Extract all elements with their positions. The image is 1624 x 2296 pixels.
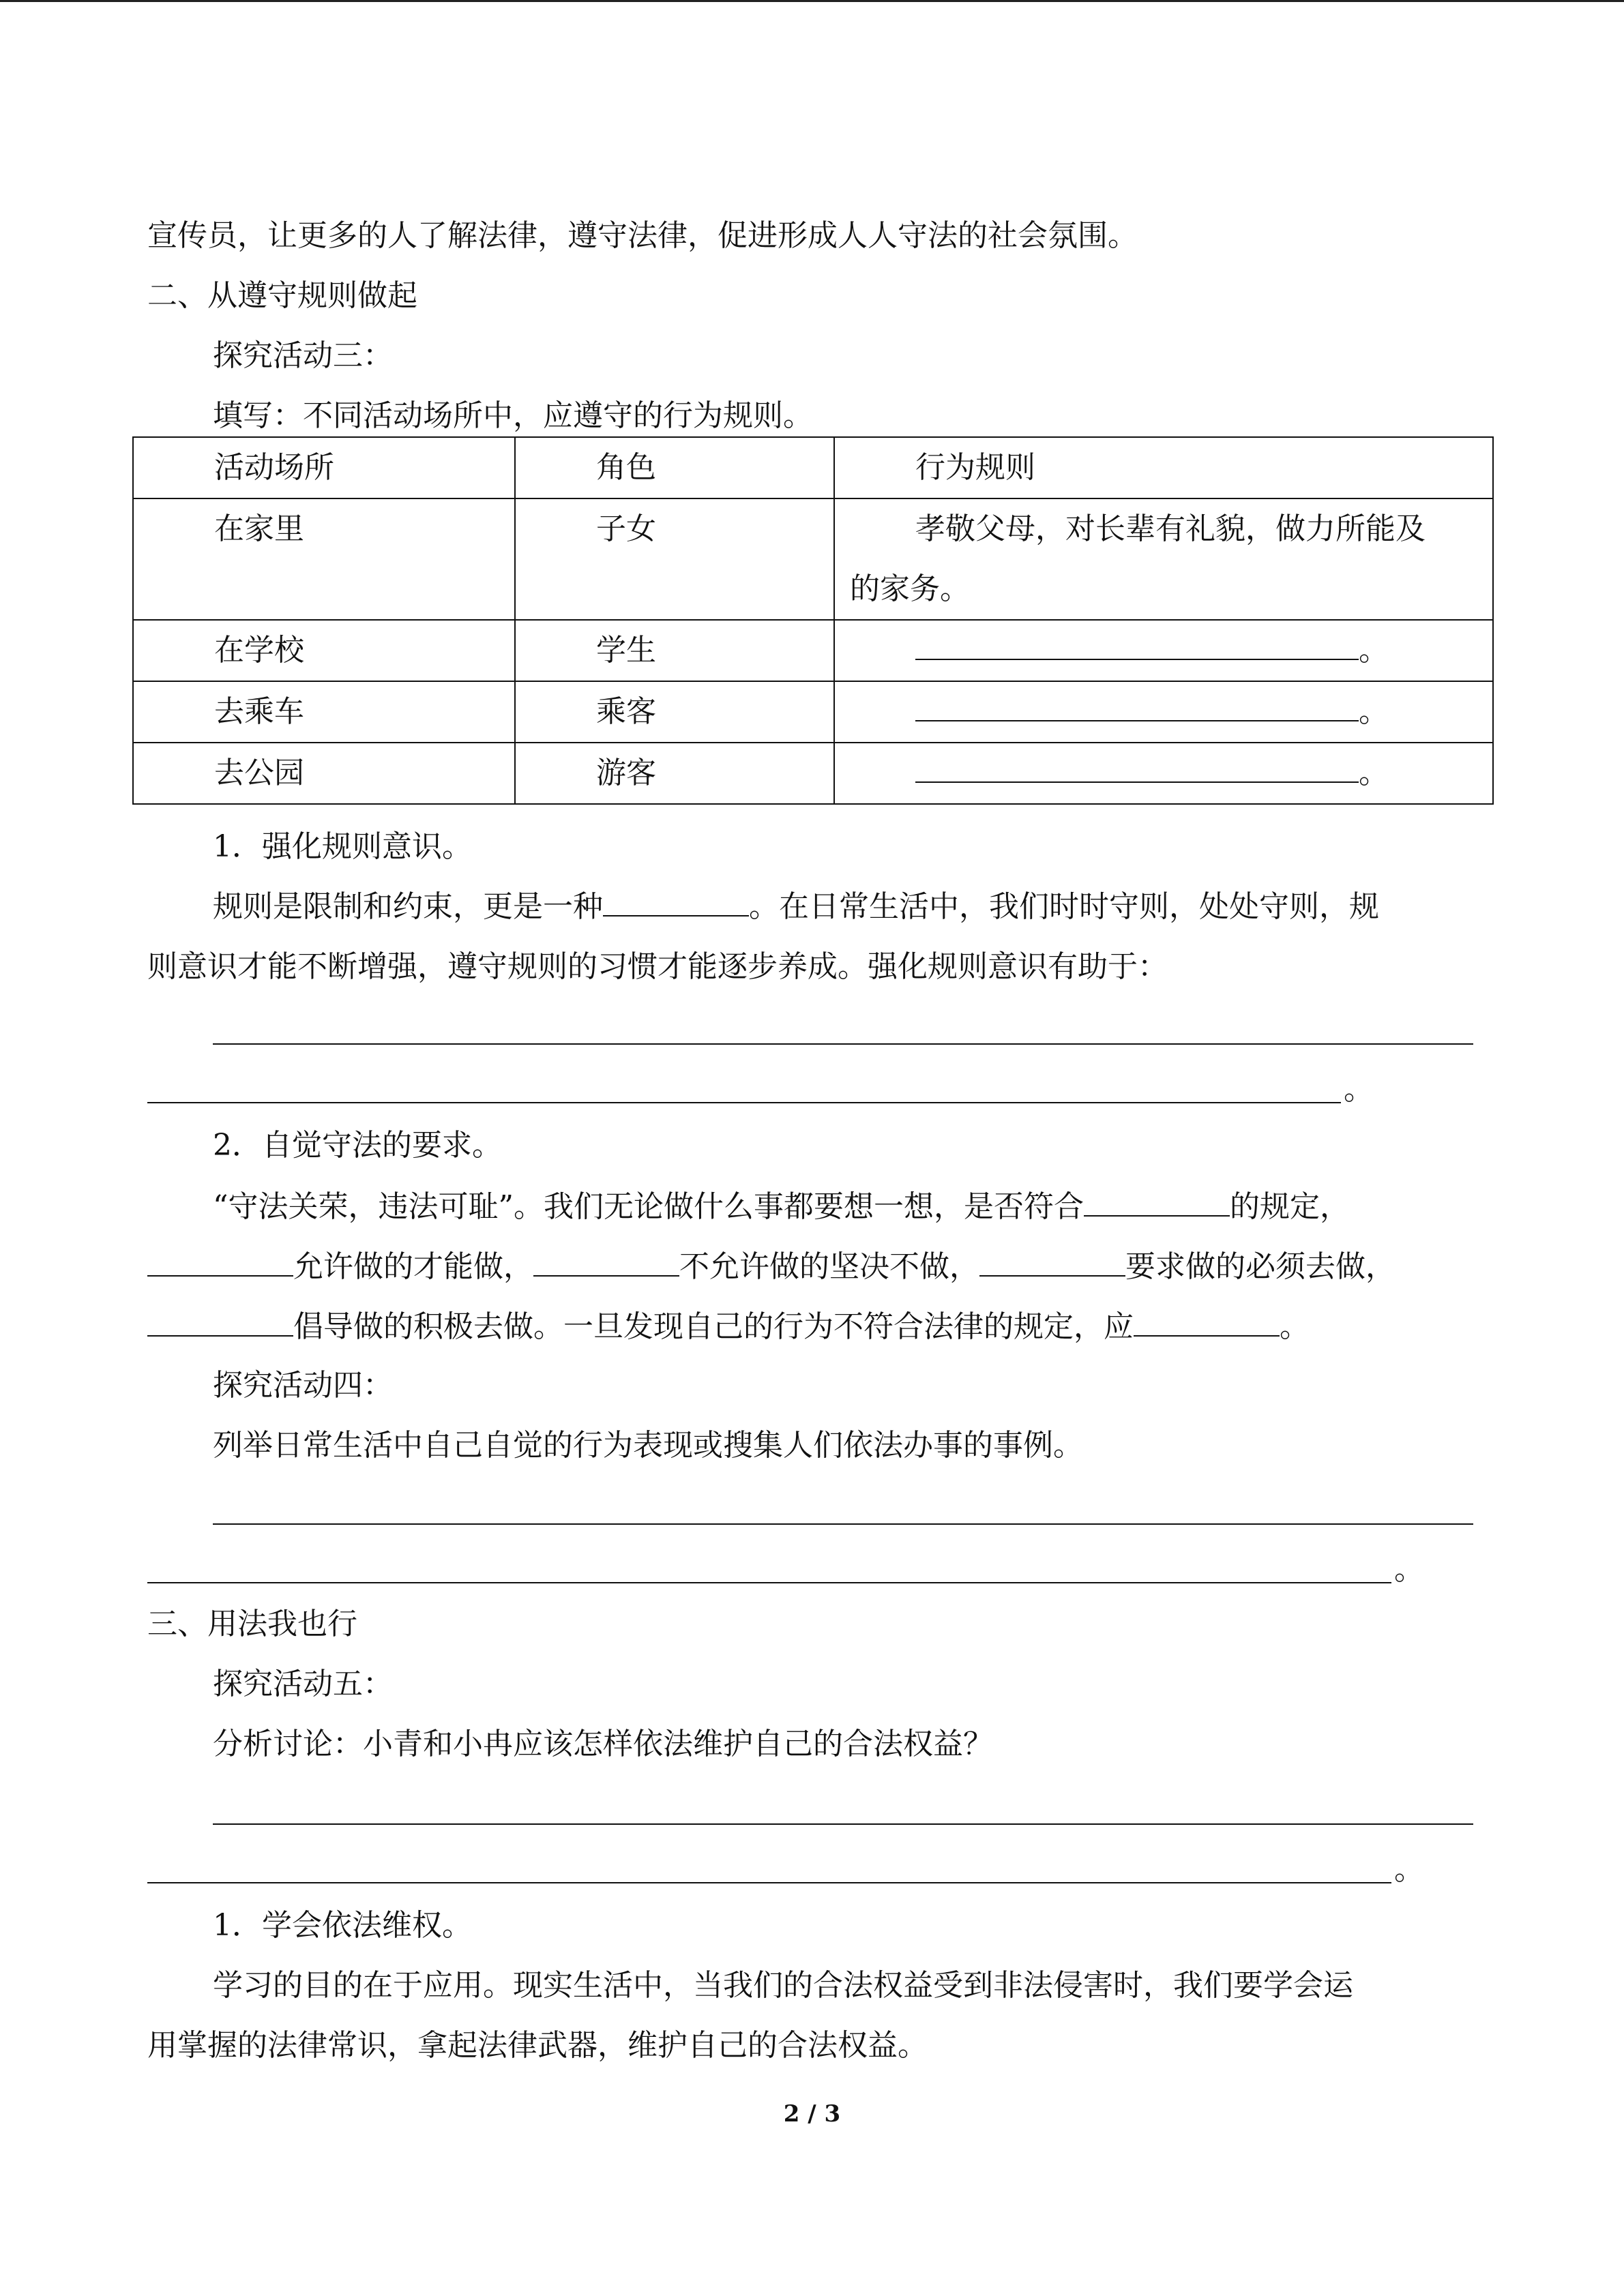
table-header: 活动场所	[133, 437, 515, 498]
rule-blank[interactable]	[915, 747, 1359, 783]
table-row	[133, 620, 1493, 681]
table-cell-rule	[834, 498, 1493, 620]
paragraph-2-line-2: 允许做的才能做， 不允许做的坚决不做， 要求做的必须去做，	[147, 1245, 1396, 1287]
paragraph-1-line-1: 规则是限制和约束，更是一种 。在日常生活中，我们时时守则，处处守则，规	[213, 885, 1379, 927]
table-cell-role: 学生	[515, 620, 834, 681]
fill-blank[interactable]	[1084, 1185, 1230, 1217]
table-row	[133, 681, 1493, 743]
answer-line[interactable]	[213, 1523, 1473, 1525]
activity-4-text: 列举日常生活中自己自觉的行为表现或搜集人们依法办事的事例。	[213, 1428, 1083, 1463]
section-heading-2: 二、从遵守规则做起	[147, 278, 417, 313]
rule-line-2: 的家务。	[850, 571, 970, 606]
table-header-row	[133, 437, 1493, 498]
table-row	[133, 498, 1493, 620]
rule-period: 。	[1359, 694, 1389, 729]
paragraph-2-line-1: “守法关荣，违法可耻”。我们无论做什么事都要想一想，是否符合 的规定，	[213, 1185, 1350, 1227]
table-cell-place: 在家里	[133, 498, 515, 620]
page-number: 2 / 3	[783, 2100, 841, 2128]
table-header: 角色	[515, 437, 834, 498]
activity-4-label: 探究活动四：	[213, 1368, 393, 1403]
subheading-1: 1．强化规则意识。	[213, 829, 472, 864]
subheading-3: 1．学会依法维权。	[213, 1908, 472, 1943]
table-cell-role: 子女	[515, 498, 834, 620]
top-border	[0, 0, 1624, 2]
rules-table	[132, 436, 1494, 805]
table-cell-place: 去乘车	[133, 681, 515, 743]
rule-blank[interactable]	[915, 686, 1359, 721]
rule-blank[interactable]	[915, 625, 1359, 660]
table-cell-rule	[834, 743, 1493, 804]
answer-period: 。	[1344, 1072, 1374, 1107]
table-cell-role: 游客	[515, 743, 834, 804]
rule-line-1: 孝敬父母，对长辈有礼貌，做力所能及	[915, 511, 1426, 546]
section-heading-3: 三、用法我也行	[147, 1607, 357, 1641]
paragraph-3-line-1: 学习的目的在于应用。现实生活中，当我们的合法权益受到非法侵害时，我们要学会运	[213, 1968, 1353, 2003]
table-cell-role: 乘客	[515, 681, 834, 743]
fill-blank[interactable]	[979, 1245, 1125, 1277]
fill-blank[interactable]	[147, 1245, 293, 1277]
activity-3-label: 探究活动三：	[213, 338, 393, 373]
subheading-2: 2．自觉守法的要求。	[213, 1128, 502, 1163]
table-cell-rule	[834, 620, 1493, 681]
fill-blank[interactable]	[147, 1305, 293, 1337]
answer-line[interactable]	[147, 1102, 1341, 1103]
paragraph-3-line-2: 用掌握的法律常识，拿起法律武器，维护自己的合法权益。	[147, 2028, 928, 2063]
rule-period: 。	[1359, 633, 1389, 668]
answer-line[interactable]	[213, 1823, 1473, 1825]
answer-period: 。	[1394, 1852, 1424, 1887]
paragraph-2-line-3: 倡导做的积极去做。一旦发现自己的行为不符合法律的规定，应 。	[147, 1305, 1310, 1347]
answer-line[interactable]	[147, 1882, 1391, 1883]
fill-blank[interactable]	[1134, 1305, 1280, 1337]
fill-instruction: 填写：不同活动场所中，应遵守的行为规则。	[213, 398, 813, 433]
answer-line[interactable]	[147, 1582, 1391, 1583]
table-row	[133, 743, 1493, 804]
fill-blank[interactable]	[533, 1245, 679, 1277]
activity-5-label: 探究活动五：	[213, 1667, 393, 1701]
activity-5-text: 分析讨论：小青和小冉应该怎样依法维护自己的合法权益？	[213, 1727, 993, 1761]
table-header: 行为规则	[834, 437, 1493, 498]
paragraph-1-line-2: 则意识才能不断增强，遵守规则的习惯才能逐步养成。强化规则意识有助于：	[147, 949, 1168, 984]
table-cell-place: 在学校	[133, 620, 515, 681]
answer-period: 。	[1394, 1552, 1424, 1587]
intro-line: 宣传员，让更多的人了解法律，遵守法律，促进形成人人守法的社会氛围。	[147, 218, 1138, 253]
rule-period: 。	[1359, 756, 1389, 790]
answer-line[interactable]	[213, 1043, 1473, 1045]
table-cell-place: 去公园	[133, 743, 515, 804]
fill-blank[interactable]	[603, 885, 749, 916]
table-cell-rule	[834, 681, 1493, 743]
